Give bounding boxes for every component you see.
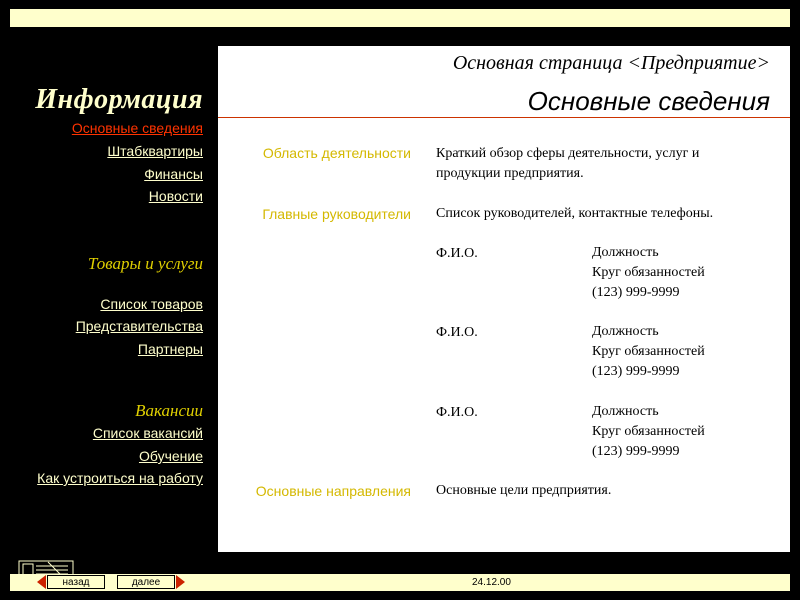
sidebar-link-job-list[interactable]: Список вакансий [92, 425, 203, 441]
header-divider [218, 117, 790, 118]
sidebar-link-basic-info[interactable]: Основные сведения [71, 120, 203, 136]
sidebar-link-partners[interactable]: Партнеры [137, 341, 203, 357]
contact-phone: (123) 999-9999 [592, 285, 680, 300]
contact-duties: Круг обязанностей [592, 265, 705, 280]
contact-name: Ф.И.О. [436, 405, 478, 420]
contact-position: Должность [592, 245, 659, 260]
label-top-managers: Главные руководители [262, 206, 411, 222]
text-top-managers: Список руководителей, контактные телефоны. [436, 206, 714, 221]
main-panel [218, 46, 790, 552]
back-button[interactable]: назад [47, 575, 105, 589]
label-main-directions: Основные направления [255, 483, 411, 499]
sidebar-link-representatives[interactable]: Представительства [75, 318, 203, 334]
sidebar-section-products: Товары и услуги [87, 254, 203, 273]
next-arrow-icon[interactable] [176, 575, 185, 589]
contact-duties: Круг обязанностей [592, 424, 705, 439]
text-main-directions: Основные цели предприятия. [436, 483, 612, 498]
footer-date: 24.12.00 [472, 577, 511, 588]
sidebar-section-jobs: Вакансии [135, 401, 203, 420]
sidebar-title: Информация [35, 84, 203, 115]
back-arrow-icon[interactable] [37, 575, 46, 589]
header-title: Основная страница <Предприятие> [452, 52, 770, 74]
sidebar-link-how-to-apply[interactable]: Как устроиться на работу [37, 470, 203, 486]
contact-details [592, 243, 705, 303]
next-button[interactable]: далее [117, 575, 175, 589]
contact-duties: Круг обязанностей [592, 344, 705, 359]
label-field-of-activity: Область деятельности [262, 145, 411, 161]
sidebar-link-news[interactable]: Новости [148, 188, 203, 204]
contact-position: Должность [592, 324, 659, 339]
sidebar-link-training[interactable]: Обучение [138, 448, 203, 464]
sidebar-link-headquarters[interactable]: Штабквартиры [107, 143, 203, 159]
contact-details [592, 322, 705, 382]
text-field-of-activity: Краткий обзор сферы деятельности, услуг и продукции предприятия. [436, 146, 700, 181]
contact-details [592, 402, 705, 462]
contact-phone: (123) 999-9999 [592, 444, 680, 459]
page-title: Основные сведения [527, 86, 770, 116]
sidebar [0, 0, 210, 560]
contact-position: Должность [592, 404, 659, 419]
contact-phone: (123) 999-9999 [592, 364, 680, 379]
contact-name: Ф.И.О. [436, 246, 478, 261]
contact-name: Ф.И.О. [436, 325, 478, 340]
sidebar-link-finance[interactable]: Финансы [144, 166, 203, 182]
sidebar-link-product-list[interactable]: Список товаров [100, 296, 203, 312]
